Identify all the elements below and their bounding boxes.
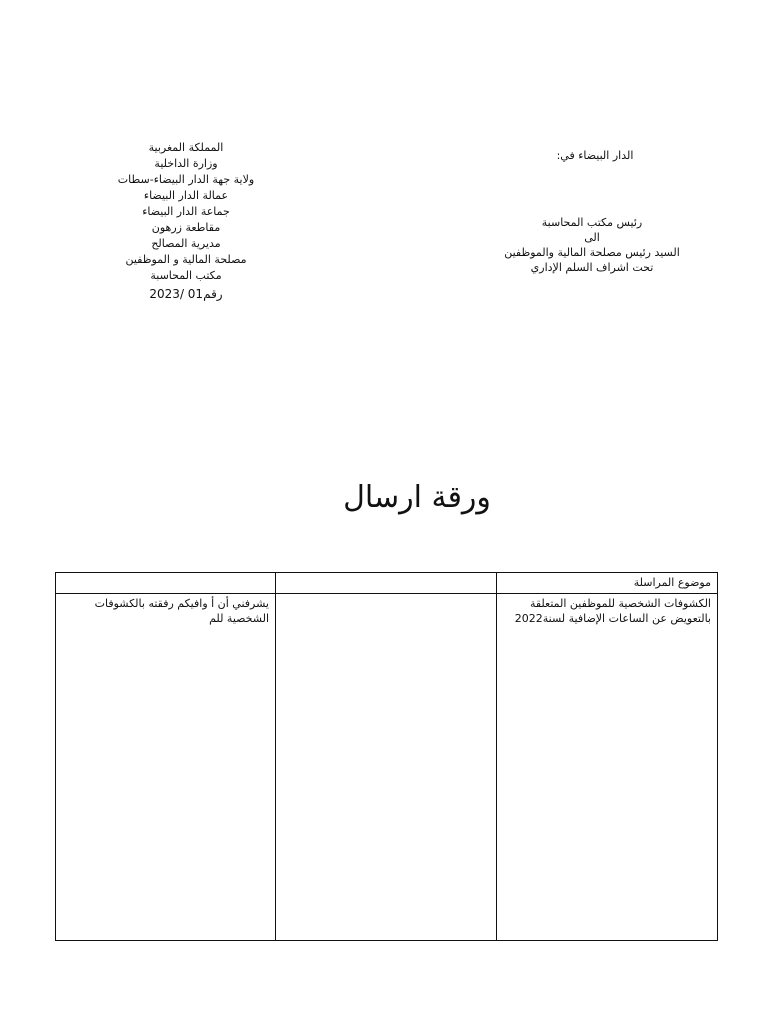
document-title: ورقة ارسال: [343, 480, 491, 515]
header-cell-middle: [276, 573, 497, 594]
subject-label: موضوع المراسلة: [633, 576, 711, 589]
admin-line-district: مقاطعة زرهون: [151, 221, 221, 234]
message-line-1: يشرفني أن أ وافيكم رفقته بالكشوفات: [94, 597, 269, 610]
header-cell-left: [56, 573, 276, 594]
admin-line-kingdom: المملكة المغربية: [148, 141, 224, 154]
address-line-sender: رئيس مكتب المحاسبة: [541, 216, 643, 229]
admin-line-wilaya: ولاية جهة الدار البيضاء-سطات: [117, 173, 255, 186]
address-block: [492, 215, 692, 275]
table-row: [56, 594, 718, 941]
reference-number: رقم01 /2023: [149, 287, 223, 301]
admin-line-directorate: مديرية المصالح: [151, 237, 221, 250]
subject-line-2: بالتعويض عن الساعات الإضافية لسنة2022: [514, 612, 711, 625]
subject-cell: [497, 594, 718, 941]
place-date-line: الدار البيضاء في:: [556, 149, 634, 162]
transmittal-table: [55, 572, 718, 941]
subject-line-1: الكشوفات الشخصية للموظفين المتعلقة: [529, 597, 711, 610]
administrative-header: [86, 140, 286, 302]
address-line-supervision: تحت اشراف السلم الإداري: [530, 261, 654, 274]
address-line-to: الى: [584, 231, 600, 244]
admin-line-office: مكتب المحاسبة: [150, 269, 222, 282]
table-header-row: [56, 573, 718, 594]
admin-line-service: مصلحة المالية و الموظفين: [125, 253, 247, 266]
message-line-2: الشخصية للم: [209, 612, 269, 625]
address-line-recipient: السيد رئيس مصلحة المالية والموظفين: [504, 246, 680, 259]
admin-line-commune: جماعة الدار البيضاء: [142, 205, 230, 218]
message-cell: [56, 594, 276, 941]
admin-line-prefecture: عمالة الدار البيضاء: [143, 189, 229, 202]
admin-line-ministry: وزارة الداخلية: [154, 157, 218, 170]
header-cell-subject: [497, 573, 718, 594]
middle-cell: [276, 594, 497, 941]
